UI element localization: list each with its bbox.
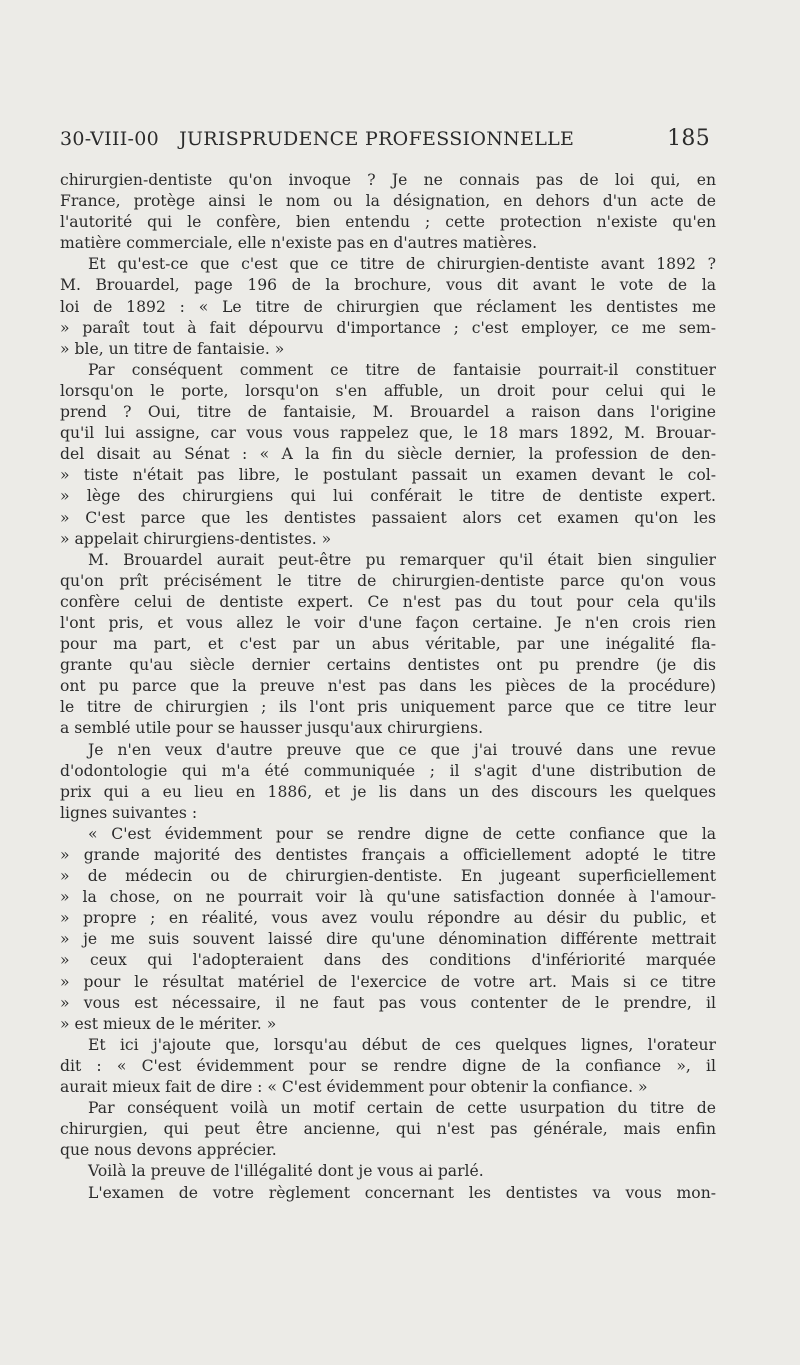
text-line: chirurgien, qui peut être ancienne, qui n'est pas générale, mais enfin [60, 1120, 716, 1139]
text-line: qu'il lui assigne, car vous vous rappelez que, le 18 mars 1892, M. Brouar- [60, 424, 716, 443]
text-line: M. Brouardel aurait peut-être pu remarquer qu'il était bien singulier [88, 550, 716, 569]
text-line: » ceux qui l'adopteraient dans des conditions d'infériorité marquée [60, 951, 716, 970]
text-line: » lège des chirurgiens qui lui conférait le titre de dentiste expert. [60, 487, 716, 506]
text-line: dit : « C'est évidemment pour se rendre digne de la confiance », il [60, 1056, 716, 1075]
text-line: l'autorité qui le confère, bien entendu ; cette protection n'existe qu'en [60, 213, 716, 232]
text-line: » la chose, on ne pourrait voir là qu'une satisfaction donnée à l'amour- [60, 888, 716, 907]
running-title: JURISPRUDENCE PROFESSIONNELLE [179, 128, 575, 150]
text-line: Voilà la preuve de l'illégalité dont je vous ai parlé. [88, 1162, 484, 1181]
text-line: » propre ; en réalité, vous avez voulu répondre au désir du public, et [60, 909, 716, 928]
text-line: M. Brouardel, page 196 de la brochure, vous dit avant le vote de la [60, 276, 716, 295]
text-line: matière commerciale, elle n'existe pas en d'autres matières. [60, 234, 538, 253]
text-line: » vous est nécessaire, il ne faut pas vous contenter de le prendre, il [60, 993, 716, 1012]
text-line: pour ma part, et c'est par un abus véritable, par une inégalité fla- [60, 635, 716, 654]
text-line: lorsqu'on le porte, lorsqu'on s'en affuble, un droit pour celui qui le [60, 381, 716, 400]
body-text [60, 170, 716, 1204]
text-line: lignes suivantes : [60, 803, 198, 822]
text-line: le titre de chirurgien ; ils l'ont pris uniquement parce que ce titre leur [60, 698, 716, 717]
text-line: » appelait chirurgiens-dentistes. » [60, 529, 332, 548]
page-number: 185 [667, 126, 710, 151]
text-line: France, protège ainsi le nom ou la désignation, en dehors d'un acte de [60, 192, 716, 211]
text-line: ont pu parce que la preuve n'est pas dans les pièces de la procédure) [60, 677, 716, 696]
text-line: Je n'en veux d'autre preuve que ce que j'ai trouvé dans une revue [88, 740, 716, 759]
text-line: L'examen de votre règlement concernant les dentistes va vous mon- [88, 1183, 716, 1202]
running-header [60, 126, 710, 151]
text-line: del disait au Sénat : « A la fin du siècle dernier, la profession de den- [60, 445, 716, 464]
text-line: » ble, un titre de fantaisie. » [60, 339, 285, 358]
text-line: confère celui de dentiste expert. Ce n'est pas du tout pour cela qu'ils [60, 592, 716, 611]
text-line: Par conséquent comment ce titre de fantaisie pourrait-il constituer [88, 360, 716, 379]
text-line: loi de 1892 : « Le titre de chirurgien que réclament les dentistes me [60, 297, 716, 316]
text-line: prix qui a eu lieu en 1886, et je lis dans un des discours les quelques [60, 782, 716, 801]
text-line: que nous devons apprécier. [60, 1141, 277, 1160]
text-line: chirurgien-dentiste qu'on invoque ? Je ne connais pas de loi qui, en [60, 171, 716, 189]
text-line: » grande majorité des dentistes français a officiellement adopté le titre [60, 846, 716, 864]
text-line: l'ont pris, et vous allez le voir d'une façon certaine. Je n'en crois rien [60, 613, 716, 632]
text-line: a semblé utile pour se hausser jusqu'aux chirurgiens. [60, 719, 484, 738]
text-line: » pour le résultat matériel de l'exercice de votre art. Mais si ce titre [60, 972, 716, 991]
text-line: Et qu'est-ce que c'est que ce titre de chirurgien-dentiste avant 1892 ? [88, 255, 716, 274]
text-line: » je me suis souvent laissé dire qu'une dénomination différente mettrait [60, 930, 716, 949]
text-line: qu'on prît précisément le titre de chirurgien-dentiste parce qu'on vous [60, 571, 716, 590]
text-line: » paraît tout à fait dépourvu d'importance ; c'est employer, ce me sem- [60, 318, 716, 337]
text-line: aurait mieux fait de dire : « C'est évidemment pour obtenir la confiance. » [60, 1078, 648, 1097]
text-line: » tiste n'était pas libre, le postulant passait un examen devant le col- [60, 466, 716, 485]
text-line: » est mieux de le mériter. » [60, 1014, 277, 1033]
text-line: » C'est parce que les dentistes passaient alors cet examen qu'on les [60, 508, 716, 527]
text-line: Et ici j'ajoute que, lorsqu'au début de ces quelques lignes, l'orateur [88, 1035, 716, 1054]
text-line: grante qu'au siècle dernier certains dentistes ont pu prendre (je dis [60, 656, 716, 675]
issue-date: 30-VIII-00 [60, 128, 160, 150]
text-line: Par conséquent voilà un motif certain de cette usurpation du titre de [88, 1099, 716, 1118]
text-line: » de médecin ou de chirurgien-dentiste. En jugeant superficiellement [60, 867, 716, 886]
text-line: « C'est évidemment pour se rendre digne de cette confiance que la [88, 824, 716, 843]
text-line: d'odontologie qui m'a été communiquée ; il s'agit d'une distribution de [60, 761, 716, 780]
text-line: prend ? Oui, titre de fantaisie, M. Brouardel a raison dans l'origine [60, 403, 716, 422]
